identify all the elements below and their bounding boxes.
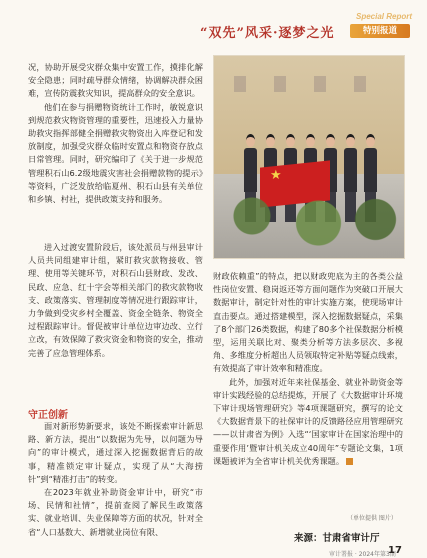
photo-window bbox=[314, 76, 326, 92]
paragraph: 他们在参与捐赠物资统计工作时，敏锐意识到规范救灾物资管理的重要性，迅速投入力量协助救灾指挥部健全捐赠救灾物资出入库登记和发放制度，加强受灾群众临时安置点和物资存放点日常管理。同时，研究编印了《关于进一步规范管理积石山6.2级地震灾害社会捐赠款物的提示》等资料，广泛发放给临夏州、积石山县有关单位和乡镇、村社，提供政策支持和服务。 bbox=[28, 101, 203, 205]
section-body bbox=[28, 420, 203, 539]
photo-caption: （单位提供 图片） bbox=[347, 515, 397, 522]
photo-window bbox=[354, 76, 366, 92]
photo-window bbox=[274, 76, 286, 92]
paragraph bbox=[213, 376, 403, 468]
header-title: “双先”风采·逐梦之光 bbox=[200, 26, 335, 41]
paragraph: 财政依赖重”的特点，把以财政兜底为主的各类公益性岗位安置、稳岗返还等方面问题作为突破口开展大数据审计，制定针对性的审计实施方案，使现场审计直击要点。通过搭建模型，深入挖掘数据疑点，采集了8个部门26类数据，构建了80多个社保数据分析模型，运用关联比对、聚类分析等方法多层次、多视角、多维度分析超出人员领取特定补贴等疑点线索，有效提高了审计效率和精准度。 bbox=[213, 271, 403, 374]
header-section-badge: 特别报道 bbox=[350, 24, 410, 38]
paragraph-text: 此外，加强对近年来社保基金、就业补助资金等审计实践经验的总结提炼，开展了《大数据审计环境下审计现场管理研究》等4项课题研究，撰写的论文《大数据背景下的社保审计的反馈路径应用管理研究——以甘肃省为例》入选“‘国家审计在国家治理中的重要作用’暨审计机关成立40周年”专题论文集，1项课题被评为全省审计机关优秀课题。 bbox=[213, 376, 403, 466]
photo-window bbox=[234, 76, 246, 92]
paragraph: 况，协助开展受灾群众集中安置工作，摸排化解安全隐患；同时疏导群众情绪，协调解决群众困难，宣传防震救灾知识，提高群众的安全意识。 bbox=[28, 62, 203, 99]
article-left-top bbox=[28, 61, 203, 206]
group-photo bbox=[213, 55, 405, 259]
header-section-en: Special Report bbox=[356, 12, 413, 21]
article-left-bottom bbox=[28, 241, 203, 360]
article-source: 来源：甘肃省审计厅 bbox=[294, 533, 380, 544]
page-number: 17 bbox=[388, 545, 402, 556]
photo-shrubs bbox=[214, 188, 404, 258]
flag-emblem-icon: ★ bbox=[270, 168, 282, 183]
end-mark-icon bbox=[346, 458, 353, 465]
article-right bbox=[213, 270, 403, 468]
paragraph: 面对新形势新要求，该处不断探索审计新思路、新方法，提出“以数据为先导，以问题为导向”的审计模式，通过深入挖掘数据背后的故事，精准锁定审计疑点，实现了从“大海捞针”到“精准打击”的转变。 bbox=[28, 421, 203, 484]
paragraph: 在2023年就业补助资金审计中，研究“市场、民情和社情”，提前查阅了解民生政策落实、就业培训、失业保障等方面的状况，针对全省“人口基数大、新增就业岗位有限、 bbox=[28, 487, 203, 537]
footer-publication: 审计署报 · 2024年第3期 bbox=[329, 551, 396, 558]
section-heading: 守正创新 bbox=[28, 410, 68, 421]
paragraph: 进入过渡安置阶段后，该处派员与州县审计人员共同组建审计组，紧盯救灾款物接收、管理、使用等关键环节，对积石山县财政、发改、民政、应急、红十字会等相关部门的救灾款物收支、政策落实、管理制度等情况进行跟踪审计，力争做到受灾乡村全覆盖、资金全链条、物资全过程跟踪审计。督促被审计单位边审边改、立行立改，有效保障了救灾资金和物资的安全，推动完善了应急管理体系。 bbox=[28, 242, 203, 358]
